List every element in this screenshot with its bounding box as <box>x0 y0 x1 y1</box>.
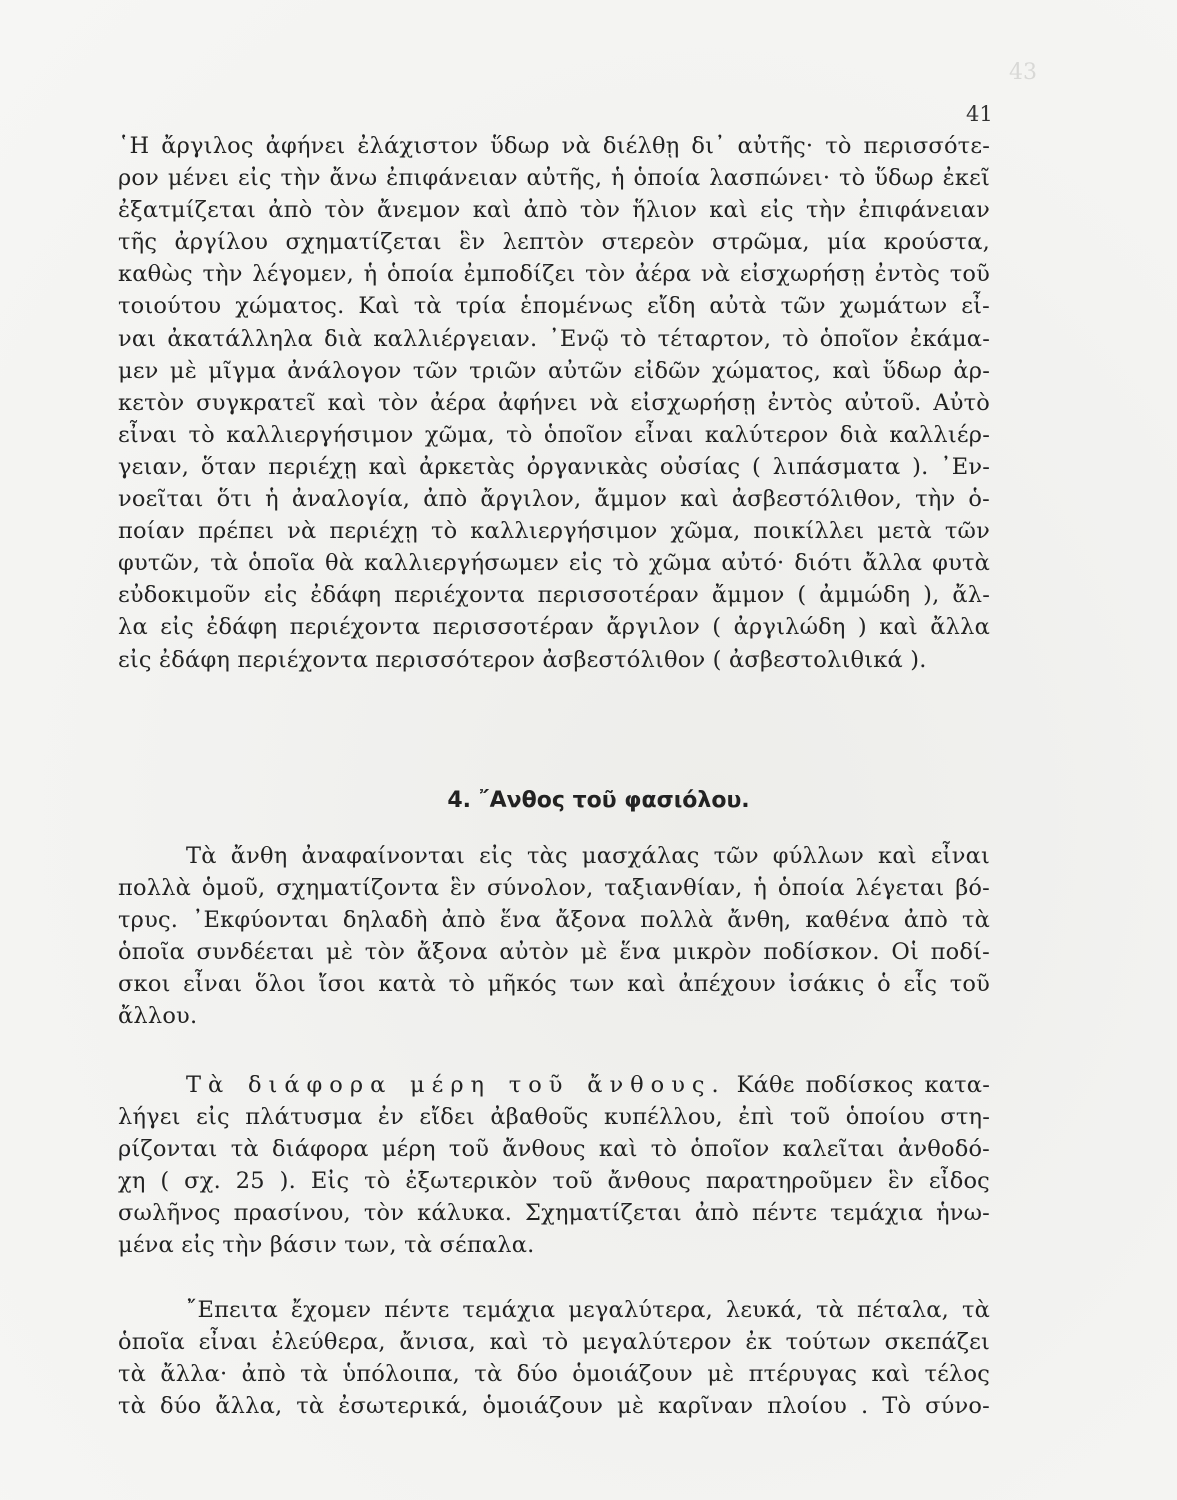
paragraph-petals <box>118 1294 990 1422</box>
text-line: ρίζονται τὰ διάφορα μέρη τοῦ ἄνθους καὶ τὸ ὁποῖον καλεῖται ἀνθοδό- <box>118 1136 990 1163</box>
text-line: ρον μένει εἰς τὴν ἄνω ἐπιφάνειαν αὐτῆς, ἡ ὁποία λασπώνει· τὸ ὕδωρ ἐκεῖ <box>118 165 990 192</box>
text-line: ῾Η ἄργιλος ἀφήνει ἐλάχιστον ὕδωρ νὰ διέλθῃ δι᾿ αὐτῆς· τὸ περισσότε- <box>118 133 990 159</box>
text-line: εὐδοκιμοῦν εἰς ἐδάφη περιέχοντα περισσοτέραν ἄμμον ( ἀμμώδη ), ἄλ- <box>118 582 990 609</box>
text-line: ὁποῖα εἶναι ἐλεύθερα, ἄνισα, καὶ τὸ μεγαλύτερον ἐκ τούτων σκεπάζει <box>118 1329 990 1356</box>
text-line: λήγει εἰς πλάτυσμα ἐν εἴδει ἀβαθοῦς κυπέλλου, ἐπὶ τοῦ ὁποίου στη- <box>118 1104 990 1131</box>
text-line: ἄλλου. <box>118 1003 198 1030</box>
text-line: τοιούτου χώματος. Καὶ τὰ τρία ἑπομένως εἴδη αὐτὰ τῶν χωμάτων εἶ- <box>118 293 990 320</box>
bleed-through-page-number: 43 <box>1009 60 1037 85</box>
text-line: τῆς ἀργίλου σχηματίζεται ἓν λεπτὸν στερεὸν στρῶμα, μία κρούστα, <box>118 229 990 256</box>
paragraph-soil <box>118 130 990 676</box>
text-line: ποίαν πρέπει νὰ περιέχῃ τὸ καλλιεργήσιμον χῶμα, ποικίλλει μετὰ τῶν <box>118 518 990 545</box>
text-line: μεν μὲ μῖγμα ἀνάλογον τῶν τριῶν αὐτῶν εἰδῶν χώματος, καὶ ὕδωρ ἀρ- <box>118 357 990 384</box>
text-line: ἐξατμίζεται ἀπὸ τὸν ἄνεμον καὶ ἀπὸ τὸν ἥλιον καὶ εἰς τὴν ἐπιφάνειαν <box>118 197 990 224</box>
text-line: τρυς. ᾿Εκφύονται δηλαδὴ ἀπὸ ἕνα ἄξονα πολλὰ ἄνθη, καθένα ἀπὸ τὰ <box>118 907 990 934</box>
text-line: εἶναι τὸ καλλιεργήσιμον χῶμα, τὸ ὁποῖον εἶναι καλύτερον διὰ καλλιέρ- <box>118 421 990 448</box>
text-line: ναι ἀκατάλληλα διὰ καλλιέργειαν. ᾿Ενῷ τὸ τέταρτον, τὸ ὁποῖον ἐκάμα- <box>118 325 990 352</box>
text-line: γειαν, ὅταν περιέχῃ καὶ ἀρκετὰς ὀργανικὰς οὐσίας ( λιπάσματα ). ᾿Εν- <box>118 453 990 480</box>
text-line: τὰ δύο ἄλλα, τὰ ἐσωτερικά, ὁμοιάζουν μὲ καρῖναν πλοίου . Τὸ σύνο- <box>118 1393 990 1420</box>
spaced-subtitle: Τὰ διάφορα μέρη τοῦ ἄνθους. <box>186 1072 726 1098</box>
text-line <box>118 1069 990 1101</box>
text-line: κετὸν συγκρατεῖ καὶ τὸν ἀέρα ἀφήνει νὰ εἰσχωρήσῃ ἐντὸς αὐτοῦ. Αὐτὸ <box>118 389 990 416</box>
text-line: φυτῶν, τὰ ὁποῖα θὰ καλλιεργήσωμεν εἰς τὸ χῶμα αὐτό· διότι ἄλλα φυτὰ <box>118 550 990 577</box>
paragraph-flower-parts <box>118 1069 990 1262</box>
text-line: μένα εἰς τὴν βάσιν των, τὰ σέπαλα. <box>118 1232 535 1259</box>
text-fragment: Κάθε ποδίσκος κατα- <box>736 1072 990 1098</box>
text-line: λα εἰς ἐδάφη περιέχοντα περισσοτέραν ἄργιλον ( ἀργιλώδη ) καὶ ἄλλα <box>118 614 990 641</box>
text-line: νοεῖται ὅτι ἡ ἀναλογία, ἀπὸ ἄργιλον, ἄμμον καὶ ἀσβεστόλιθον, τὴν ὁ- <box>118 486 990 513</box>
text-line: Τὰ ἄνθη ἀναφαίνονται εἰς τὰς μασχάλας τῶν φύλλων καὶ εἶναι <box>186 843 990 869</box>
text-line: πολλὰ ὁμοῦ, σχηματίζοντα ἓν σύνολον, ταξιανθίαν, ἡ ὁποία λέγεται βό- <box>118 875 990 902</box>
page-number: 41 <box>966 102 993 126</box>
text-line: ῎Επειτα ἔχομεν πέντε τεμάχια μεγαλύτερα, λευκά, τὰ πέταλα, τὰ <box>186 1297 990 1323</box>
text-line: τὰ ἄλλα· ἀπὸ τὰ ὑπόλοιπα, τὰ δύο ὁμοιάζουν μὲ πτέρυγας καὶ τέλος <box>118 1361 990 1388</box>
text-line: σκοι εἶναι ὅλοι ἴσοι κατὰ τὸ μῆκός των καὶ ἀπέχουν ἰσάκις ὁ εἷς τοῦ <box>118 971 990 998</box>
text-line: καθὼς τὴν λέγομεν, ἡ ὁποία ἐμποδίζει τὸν ἀέρα νὰ εἰσχωρήσῃ ἐντὸς τοῦ <box>118 261 990 288</box>
paragraph-flowers <box>118 840 990 1033</box>
text-line: σωλῆνος πρασίνου, τὸν κάλυκα. Σχηματίζεται ἀπὸ πέντε τεμάχια ἡνω- <box>118 1200 990 1227</box>
text-line: ὁποῖα συνδέεται μὲ τὸν ἄξονα αὐτὸν μὲ ἕνα μικρὸν ποδίσκον. Οἱ ποδί- <box>118 939 990 966</box>
text-line: χη ( σχ. 25 ). Εἰς τὸ ἐξωτερικὸν τοῦ ἄνθους παρατηροῦμεν ἓν εἶδος <box>118 1168 990 1195</box>
section-heading: 4. ῎Ανθος τοῦ φασιόλου. <box>447 788 750 813</box>
text-line: εἰς ἐδάφη περιέχοντα περισσότερον ἀσβεστόλιθον ( ἀσβεστολιθικά ). <box>118 646 927 673</box>
